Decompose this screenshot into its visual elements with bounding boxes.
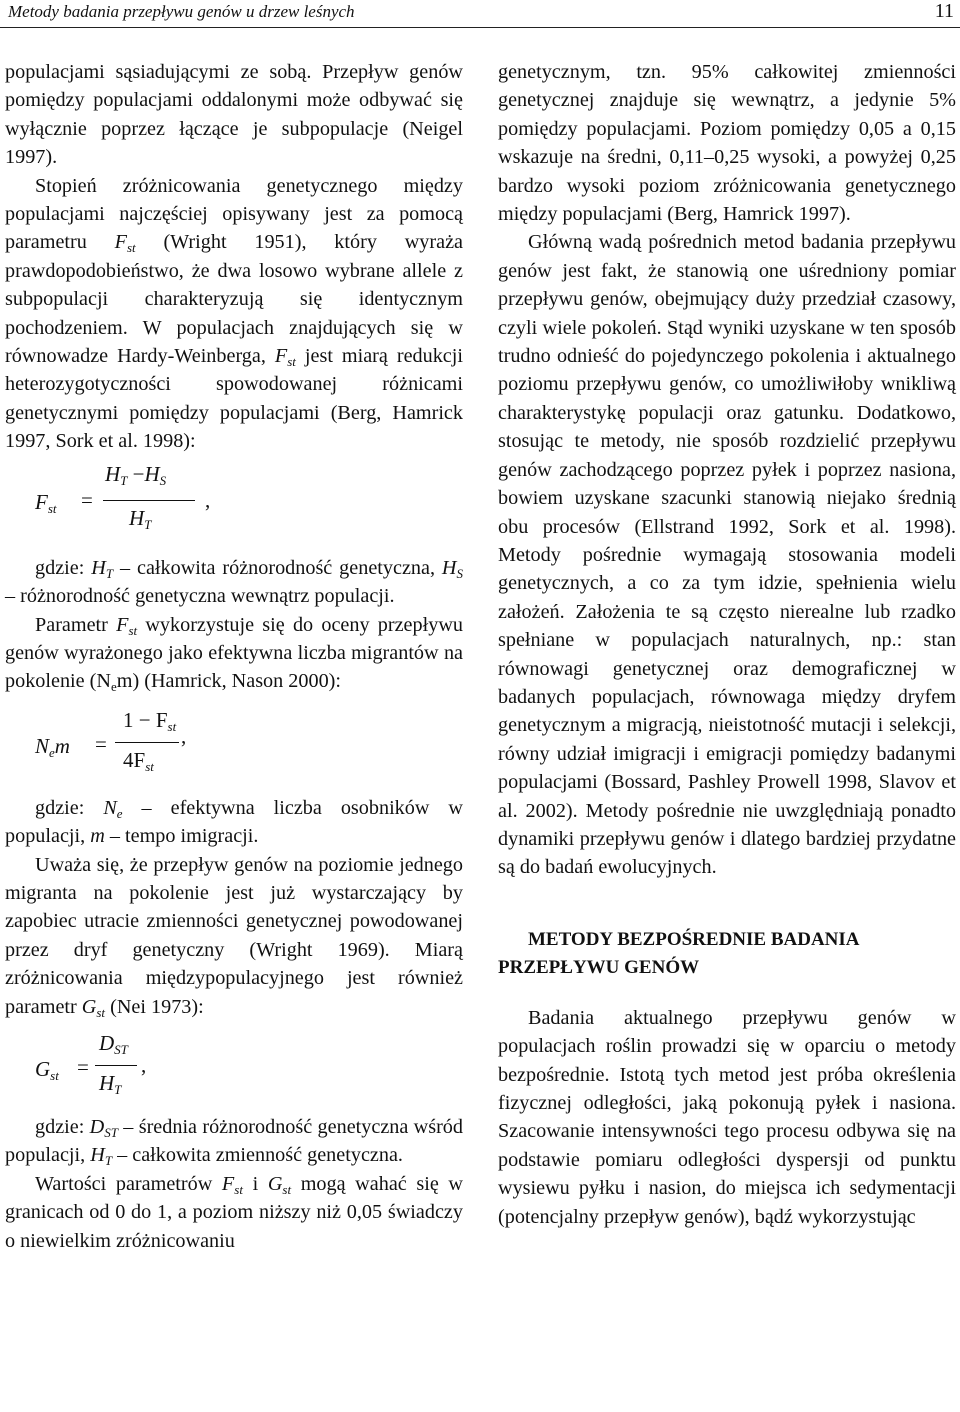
equation-fst: $F_{st}$ = $H_T -H_S$ $H_T$ , xyxy=(35,461,211,532)
paragraph: Główną wadą pośrednich metod badania przepływu genów jest fakt, że stanowią one uśredniony pomiar przepływu genów, obejmujący duży przedział czasowy, czyli wiele pokoleń. Stąd wyniki uzyskane w ten sposób trudno odnieść do pojedynczego pokolenia i aktualnego poziomu przepływu genów, co umożliwiłoby wnikliwą charakterystykę populacji oraz gatunku. Dodatkowo, stosując te metody, nie sposób rozdzielić przepływu genów zachodzącego poprzez pyłek i poprzez nasiona, bowiem uzyskane szacunki stanowią niejako średnią obu procesów (Ellstrand 1992, Sork et al. 1998). Metody pośrednie wymagają stosowania modeli genetycznych, a co za tym idzie, spełnienia wielu założeń. Założenia te są często nierealne lub rzadko spełniane w populacjach naturalnych, np.: stan równowagi genetycznej oraz demograficznej w badanych populacjach, równowaga między dryfem genetycznym a migracją, nieistotność mutacji i selekcji, równy udział imigracji i emigracji pomiędzy badanymi populacjami (Bossard, Pashley Prowell 1998, Slavov et al. 2002). Metody pośrednie nie uwzględniają ponadto dynamiki przepływu genów i dlatego bardziej przydatne są do badań ewolucyjnych. xyxy=(498,231,956,879)
running-title: Metody badania przepływu genów u drzew leśnych xyxy=(8,2,355,21)
paragraph: gdzie: $D_{ST}$ – średnia różnorodność genetyczna wśród populacji, $H_T$ – całkowita zmienność genetyczna. xyxy=(5,1115,463,1169)
equation-gst: $G_{st}$ = $D_{ST}$ $H_T$ , xyxy=(35,1030,147,1097)
paragraph: populacjami sąsiadującymi ze sobą. Przepływ genów pomiędzy populacjami oddalonymi może odbywać się wyłącznie poprzez łączące je subpopulacje (Neigel 1997). xyxy=(5,61,463,169)
paragraph: gdzie: $H_T$ – całkowita różnorodność genetyczna, $H_S$ – różnorodność genetyczna wewnątrz populacji. xyxy=(5,556,464,608)
page-number: 11 xyxy=(934,0,954,22)
paragraph: Badania aktualnego przepływu genów w populacjach roślin prowadzi się w oparciu o metody bezpośrednie. Istotą tych metod jest próba określenia fizycznej odległości, jaką pokonują pyłek i nasiona. Szacowanie intensywności tego procesu odbywa się na podstawie pomiaru odległości dyspersji od punktu wysiewu pyłku i nasion, do miejsca ich sedymentacji (potencjalny przepływ genów), bądź wykorzystując xyxy=(498,1006,956,1228)
paragraph: Wartości parametrów $F_{st}$ i $G_{st}$ mogą wahać się w granicach od 0 do 1, a poziom niższy niż 0,05 świadczy o niewielkim zróżnicowaniu xyxy=(5,1172,464,1252)
header-rule xyxy=(0,27,960,28)
paragraph: Uważa się, że przepływ genów na poziomie jednego migranta na pokolenie jest już wystarczający by zapobiec utracie zmienności genetycznej powodowanej przez dryf genetyczny (Wright 1969). Miarą zróżnicowania międzypopulacyjnego jest również parametr $G_{st}$ (Nei 1973): xyxy=(5,853,463,1020)
left-column xyxy=(5,58,463,1255)
right-column xyxy=(498,58,956,1231)
paragraph: gdzie: $N_e$ – efektywna liczba osobników w populacji, m – tempo imigracji. xyxy=(5,796,464,848)
paragraph: genetycznym, tzn. 95% całkowitej zmienności genetycznej znajduje się wewnątrz, a jedynie 5% pomiędzy populacjami. Poziom pomiędzy 0,05 a 0,15 wskazuje na średni, 0,11–0,25 wysoki, a powyżej 0,25 bardzo wysoki poziom zróżnicowania genetycznego między populacjami (Berg, Hamrick 1997). xyxy=(498,61,956,226)
paragraph: Stopień zróżnicowania genetycznego między populacjami najczęściej opisywany jest za pomocą parametru $F_{st}$ (Wright 1951), który wyraża prawdopodobieństwo, że dwa losowo wybrane allele z subpopulacji charakteryzują się identycznym pochodzeniem. W populacjach znajdujących się w równowadze Hardy-Weinberga, $F_{st}$ jest miarą redukcji heterozygotyczności spowodowanej różnicami genetycznymi pomiędzy populacjami (Berg, Hamrick 1997, Sork et al. 1998): xyxy=(5,174,463,453)
running-header xyxy=(0,0,960,26)
equation-nem: $N_em$ = $1 - F_{st}$ $4F_{st}$ , xyxy=(35,707,187,774)
section-heading: METODY BEZPOŚREDNIE BADANIA PRZEPŁYWU GENÓW xyxy=(498,928,860,978)
paragraph: Parametr $F_{st}$ wykorzystuje się do oceny przepływu genów wyrażonego jako efektywna liczba migrantów na pokolenie $(N_em)$ (Hamrick, Nason 2000): xyxy=(5,613,463,695)
